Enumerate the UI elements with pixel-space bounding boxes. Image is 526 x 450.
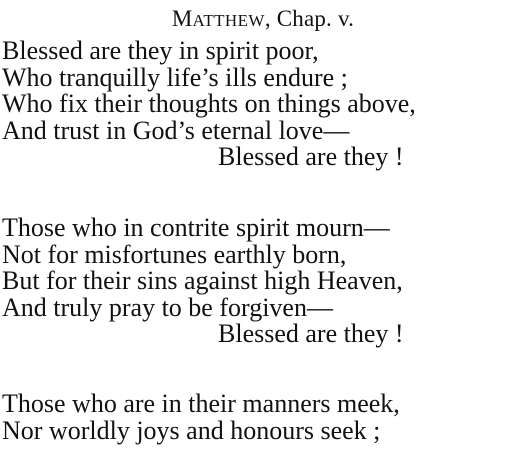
stanza-2 — [2, 215, 524, 348]
stanza-1 — [2, 38, 524, 171]
poem-line: And trust in God’s eternal love— — [2, 115, 350, 145]
poem-line: Those who are in their manners meek, — [2, 389, 400, 418]
chapter-heading — [0, 6, 526, 34]
poem-line: Not for misfortunes earthly born, — [2, 239, 347, 269]
poem-line: And truly pray to be forgiven— — [2, 292, 333, 322]
poem-line: Who fix their thoughts on things above, — [2, 89, 416, 118]
refrain-line: Blessed are they ! — [218, 142, 404, 171]
stanza-3 — [2, 391, 524, 444]
heading-initial: M — [171, 6, 193, 31]
heading-small-caps: ATTHEW — [192, 11, 265, 30]
poem-line: Those who in contrite spirit mourn— — [2, 213, 390, 242]
poem-line: Blessed are they in spirit poor, — [2, 36, 319, 65]
poem-line: Who tranquilly life’s ills endure ; — [2, 62, 348, 92]
refrain-line: Blessed are they ! — [218, 319, 404, 348]
heading-suffix: , Chap. v. — [264, 6, 355, 31]
poem-line: Nor worldly joys and honours seek ; — [2, 415, 381, 445]
poem-line: But for their sins against high Heaven, — [2, 266, 403, 295]
